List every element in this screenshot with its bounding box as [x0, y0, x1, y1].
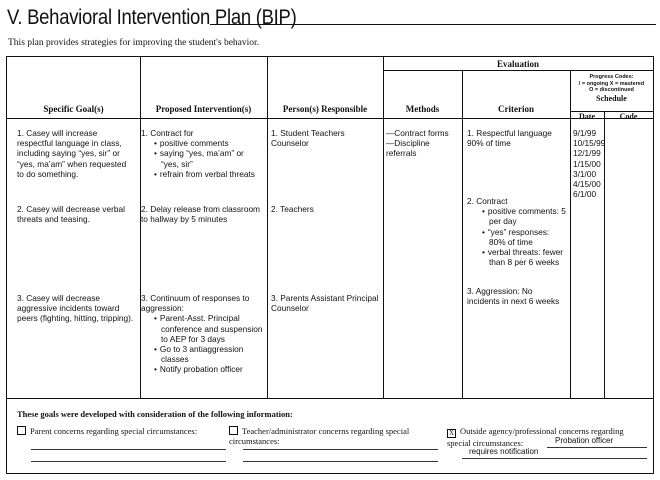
teacher-concerns-label: Teacher/administrator concerns regarding special circumstances:	[229, 426, 410, 446]
criterion-2-intro: 2. Contract	[467, 196, 508, 206]
schedule-date: 12/1/99	[573, 148, 601, 159]
bip-table	[6, 56, 654, 474]
intervention-3-intro: 3. Continuum of responses to aggression:	[141, 293, 250, 314]
outside-agency-value-1: Probation officer	[555, 436, 614, 445]
header-schedule: Schedule	[596, 94, 627, 103]
footer-heading: These goals were developed with consideration of the following information:	[17, 409, 293, 419]
parent-concerns-checkbox[interactable]	[17, 426, 26, 435]
header-goal: Specific Goal(s)	[43, 104, 104, 114]
outside-agency-checkbox[interactable]: X	[448, 429, 455, 437]
schedule-date: 3/1/00	[573, 168, 597, 179]
page-title: V. Behavioral Intervention Plan (BIP)	[7, 6, 297, 29]
subtitle: This plan provides strategies for improving the student's behavior.	[8, 38, 260, 48]
divider	[383, 70, 653, 71]
schedule-date: 1/15/00	[573, 158, 601, 169]
intervention-1-bullet: • positive comments	[161, 138, 263, 148]
intervention-1	[141, 128, 263, 179]
intervention-1-intro: 1. Contract for	[141, 128, 194, 138]
schedule-date: 6/1/00	[573, 189, 597, 200]
persons-3: 3. Parents Assistant Principal Counselor	[271, 293, 379, 314]
persons-2: 2. Teachers	[271, 204, 314, 214]
header-code: Code	[619, 112, 638, 121]
criterion-2-bullet: • verbal threats: fewer than 8 per 6 weeks	[489, 247, 567, 267]
method-item: —Discipline referrals	[386, 138, 430, 159]
schedule-dates	[573, 128, 605, 199]
intervention-3-bullet: • Notify probation officer	[161, 364, 263, 374]
divider	[462, 70, 463, 398]
goal-2: 2. Casey will decrease verbal threats and teasing.	[17, 204, 125, 225]
teacher-concerns-checkbox[interactable]	[229, 426, 238, 435]
outside-agency-value-2: requires notification	[469, 447, 539, 456]
intervention-3-bullet: • Go to 3 antiaggression classes	[161, 344, 263, 364]
goal-3: 3. Casey will decrease aggressive incidents toward peers (fighting, hitting, tripping).	[17, 293, 134, 324]
header-evaluation: Evaluation	[496, 59, 539, 69]
intervention-1-bullet: • saying “yes, ma’am” or “yes, sir”	[161, 148, 263, 168]
criterion-2-bullet: • positive comments: 5 per day	[489, 206, 567, 226]
criterion-1: 1. Respectful language 90% of time	[467, 128, 552, 149]
divider	[7, 118, 653, 119]
method-item: —Contract forms	[386, 128, 449, 138]
intervention-2: 2. Delay release from classroom to hallway by 5 minutes	[141, 204, 260, 225]
criterion-3: 3. Aggression: No incidents in next 6 weeks	[467, 286, 560, 307]
progress-codes-line1: / = ongoing X = mastered	[578, 80, 645, 87]
parent-concerns-line	[31, 461, 226, 462]
methods-list	[386, 128, 462, 159]
parent-concerns-option[interactable]	[17, 426, 222, 436]
header-persons: Person(s) Responsible	[282, 104, 368, 114]
parent-concerns-label: Parent concerns regarding special circumstances:	[30, 426, 198, 436]
outside-agency-line	[462, 458, 647, 459]
intervention-3	[141, 293, 263, 375]
divider	[7, 398, 653, 399]
progress-codes-line2: O = discontinued	[589, 87, 634, 93]
teacher-concerns-option[interactable]	[229, 426, 439, 446]
schedule-date: 10/15/99	[573, 138, 606, 149]
header-date: Date	[579, 112, 595, 121]
teacher-concerns-line	[243, 449, 438, 450]
schedule-date: 9/1/99	[573, 128, 597, 138]
intervention-3-bullet: • Parent-Asst. Principal conference and suspension to AEP for 3 days	[161, 313, 263, 344]
outside-agency-option[interactable]	[447, 426, 647, 448]
progress-codes-title: Progress Codes:	[589, 74, 634, 80]
goal-1: 1. Casey will increase respectful language in class, including saying “yes, sir” or “yes, ma’am” when requested to do something.	[17, 128, 127, 179]
intervention-1-bullet: • refrain from verbal threats	[161, 169, 263, 179]
header-methods: Methods	[405, 104, 440, 114]
title-rule	[210, 24, 656, 25]
schedule-date: 4/15/00	[573, 179, 601, 190]
header-criterion: Criterion	[498, 104, 534, 114]
criterion-2-bullet: • “yes” responses: 80% of time	[489, 227, 567, 247]
header-intervention: Proposed Intervention(s)	[155, 104, 252, 114]
criterion-2	[467, 196, 567, 267]
progress-codes-legend	[570, 74, 653, 94]
teacher-concerns-line	[243, 461, 438, 462]
persons-1: 1. Student Teachers Counselor	[271, 128, 345, 149]
outside-agency-line	[547, 447, 647, 448]
outside-agency-label: Outside agency/professional concerns regarding special circumstances:	[447, 426, 624, 448]
parent-concerns-line	[31, 449, 226, 450]
